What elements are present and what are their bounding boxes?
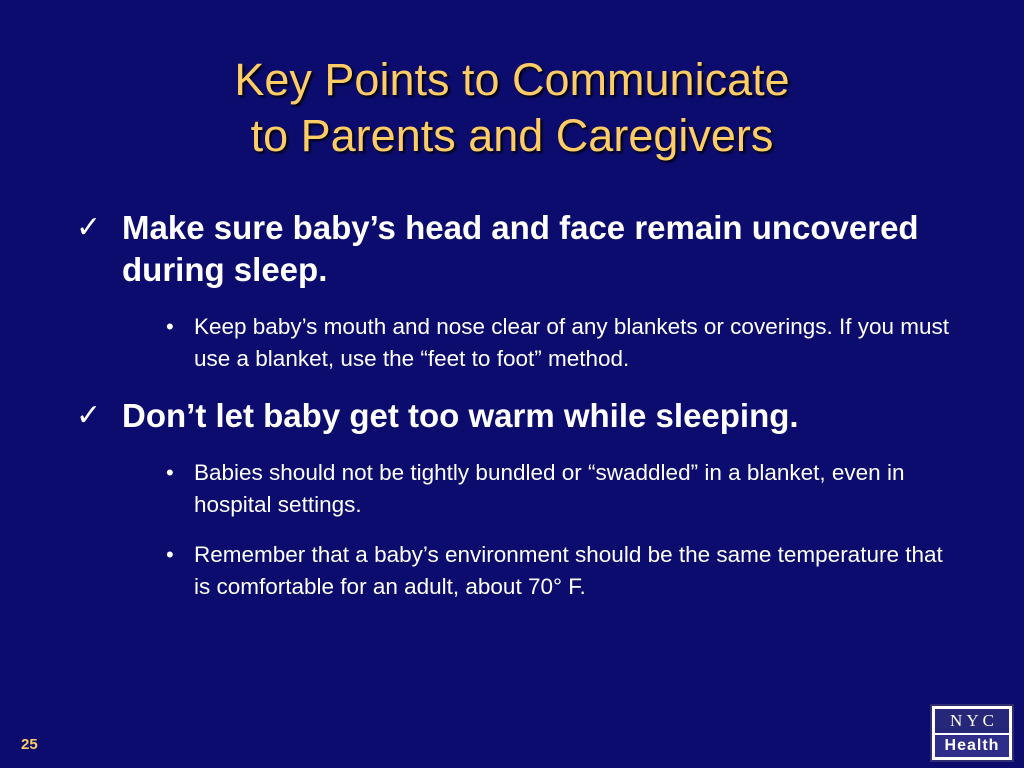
nyc-health-logo bbox=[930, 704, 1014, 762]
slide-title bbox=[0, 52, 1024, 164]
detail-text: Remember that a baby’s environment should be the same temperature that is comfortable for an adult, about 70° F. bbox=[194, 542, 943, 599]
title-line-1: Key Points to Communicate bbox=[234, 54, 790, 105]
detail-item bbox=[166, 457, 954, 521]
title-line-2: to Parents and Caregivers bbox=[250, 110, 774, 161]
bullet-icon: • bbox=[166, 460, 174, 485]
key-point-2-text: Don’t let baby get too warm while sleeping. bbox=[122, 397, 799, 434]
detail-item bbox=[166, 311, 954, 375]
key-point-2-details bbox=[122, 457, 954, 603]
page-number: 25 bbox=[21, 736, 38, 753]
check-icon: ✓ bbox=[76, 210, 102, 245]
detail-item bbox=[166, 539, 954, 603]
check-icon: ✓ bbox=[76, 398, 102, 433]
key-point-1-text: Make sure baby’s head and face remain uncovered during sleep. bbox=[122, 209, 919, 288]
detail-text: Babies should not be tightly bundled or “swaddled” in a blanket, even in hospital settings. bbox=[194, 460, 905, 517]
key-point-2 bbox=[74, 395, 954, 603]
bullet-icon: • bbox=[166, 542, 174, 567]
logo-bottom-text: Health bbox=[935, 735, 1009, 757]
bullet-icon: • bbox=[166, 314, 174, 339]
detail-text: Keep baby’s mouth and nose clear of any blankets or coverings. If you must use a blanket, use the “feet to foot” method. bbox=[194, 314, 950, 371]
key-point-1-details bbox=[122, 311, 954, 375]
logo-top-text: NYC bbox=[935, 709, 1009, 733]
key-point-1 bbox=[74, 207, 954, 375]
slide-content bbox=[74, 207, 954, 621]
